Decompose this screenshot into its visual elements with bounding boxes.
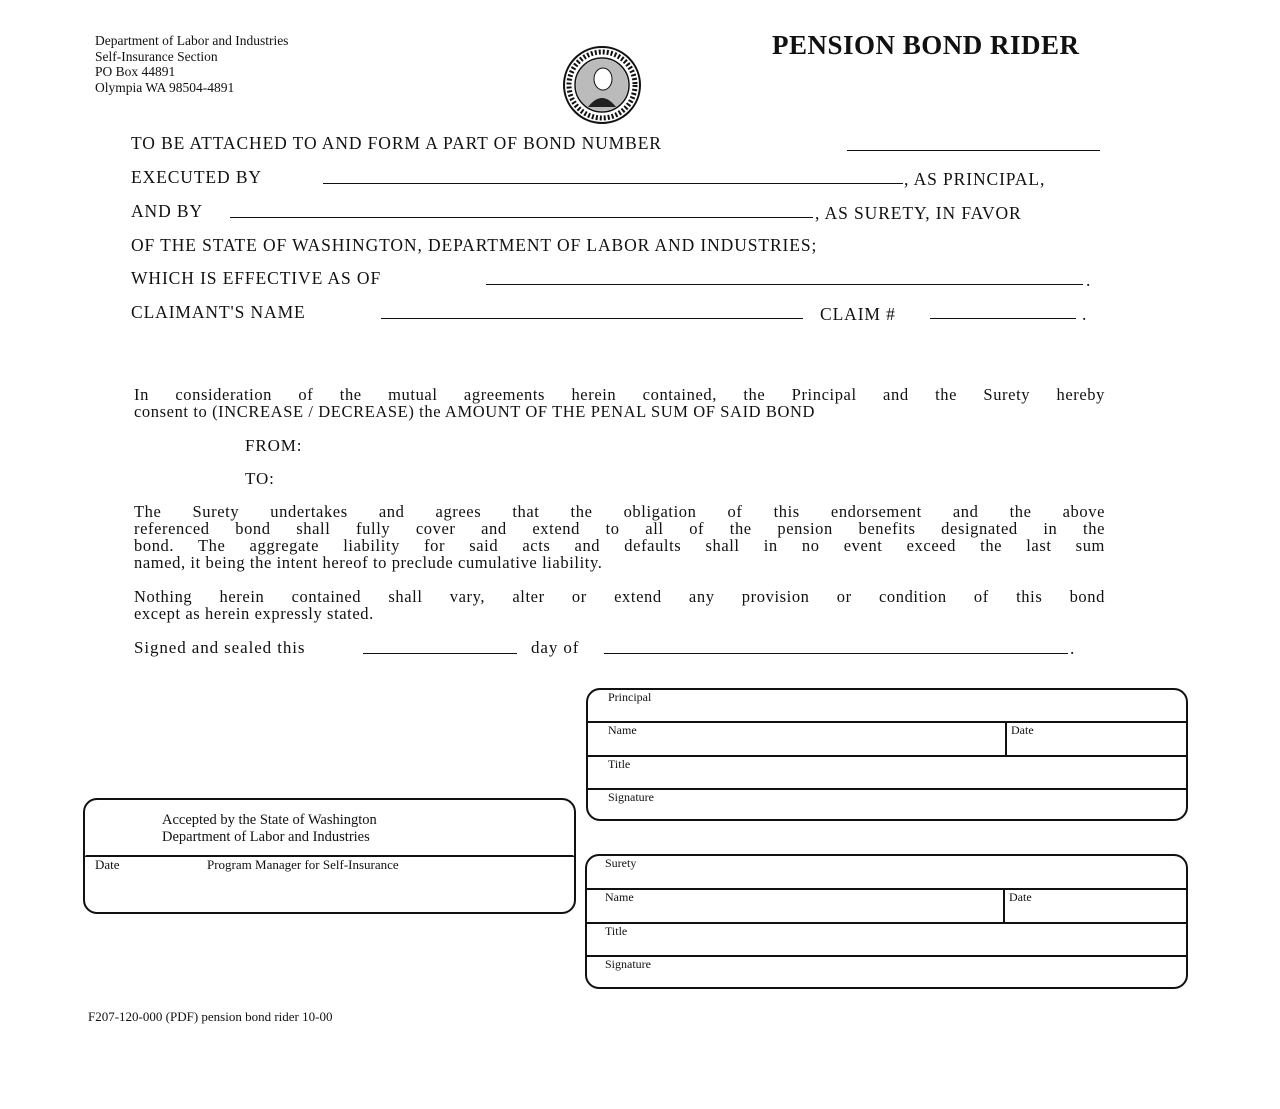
surety-signature-field[interactable]: Signature [605, 957, 651, 971]
as-principal-label: , AS PRINCIPAL, [904, 169, 1046, 189]
accepted-box [83, 798, 576, 914]
from-label: FROM: [245, 436, 303, 455]
paragraph-line: referenced bond shall fully cover and extend to all of the pension benefits designated in the [134, 519, 1105, 538]
signed-month-field[interactable] [604, 653, 1068, 654]
bond-number-label: TO BE ATTACHED TO AND FORM A PART OF BOND NUMBER [131, 133, 662, 153]
paragraph-line: In consideration of the mutual agreements herein contained, the Principal and the Surety hereby [134, 385, 1105, 404]
accepted-label [162, 812, 377, 846]
executed-by-field[interactable] [323, 183, 903, 184]
paragraph-line: except as herein expressly stated. [134, 604, 374, 623]
period: . [1070, 638, 1076, 658]
address-line: PO Box 44891 [95, 64, 176, 79]
effective-label: WHICH IS EFFECTIVE AS OF [131, 268, 382, 288]
surety-title-field[interactable]: Title [605, 924, 628, 938]
principal-signature-field[interactable]: Signature [608, 790, 654, 804]
surety-name-field[interactable]: Name [605, 890, 634, 904]
principal-label: Principal [608, 690, 652, 704]
principal-box [586, 688, 1188, 821]
surety-date-field[interactable]: Date [1009, 890, 1032, 904]
surety-box [585, 854, 1188, 989]
principal-date-field[interactable]: Date [1011, 723, 1034, 737]
period: . [1086, 270, 1092, 290]
address-line: Self-Insurance Section [95, 48, 218, 64]
state-seal-icon [562, 45, 642, 125]
claimant-label: CLAIMANT'S NAME [131, 302, 306, 322]
paragraph-line: bond. The aggregate liability for said acts and defaults shall in no event exceed the last sum [134, 536, 1105, 555]
surety-label: Surety [605, 856, 637, 870]
claimant-name-field[interactable] [381, 318, 803, 319]
page-title: PENSION BOND RIDER [772, 30, 1080, 60]
paragraph-line: The Surety undertakes and agrees that the obligation of this endorsement and the above [134, 502, 1105, 521]
period: . [1082, 304, 1088, 324]
paragraph-line: Nothing herein contained shall vary, alter or extend any provision or condition of this bond [134, 587, 1105, 606]
program-manager-field[interactable]: Program Manager for Self-Insurance [207, 857, 399, 872]
accepted-line: Department of Labor and Industries [162, 829, 370, 845]
as-surety-label: , AS SURETY, IN FAVOR [815, 203, 1022, 223]
claim-number-field[interactable] [930, 318, 1076, 319]
state-line: OF THE STATE OF WASHINGTON, DEPARTMENT OF LABOR AND INDUSTRIES; [131, 235, 818, 255]
paragraph-line: consent to (INCREASE / DECREASE) the AMOUNT OF THE PENAL SUM OF SAID BOND [134, 402, 816, 421]
paragraph-line: named, it being the intent hereof to preclude cumulative liability. [134, 553, 603, 572]
principal-title-field[interactable]: Title [608, 757, 631, 771]
to-label: TO: [245, 469, 275, 488]
signed-label: Signed and sealed this [134, 638, 306, 657]
address-line: Department of Labor and Industries [95, 33, 289, 48]
and-by-label: AND BY [131, 201, 203, 221]
surety-field[interactable] [230, 217, 813, 218]
address-line: Olympia WA 98504-4891 [95, 79, 235, 95]
accepted-line: Accepted by the State of Washington [162, 812, 377, 828]
bond-number-field[interactable] [847, 150, 1100, 151]
principal-name-field[interactable]: Name [608, 723, 637, 737]
effective-date-field[interactable] [486, 284, 1083, 285]
department-address [95, 33, 288, 95]
claim-label: CLAIM # [820, 304, 896, 324]
executed-by-label: EXECUTED BY [131, 167, 262, 187]
accepted-date-field[interactable]: Date [95, 857, 120, 872]
day-of-label: day of [531, 638, 580, 657]
form-number-footer: F207-120-000 (PDF) pension bond rider 10-00 [88, 1009, 333, 1024]
signed-day-field[interactable] [363, 653, 517, 654]
